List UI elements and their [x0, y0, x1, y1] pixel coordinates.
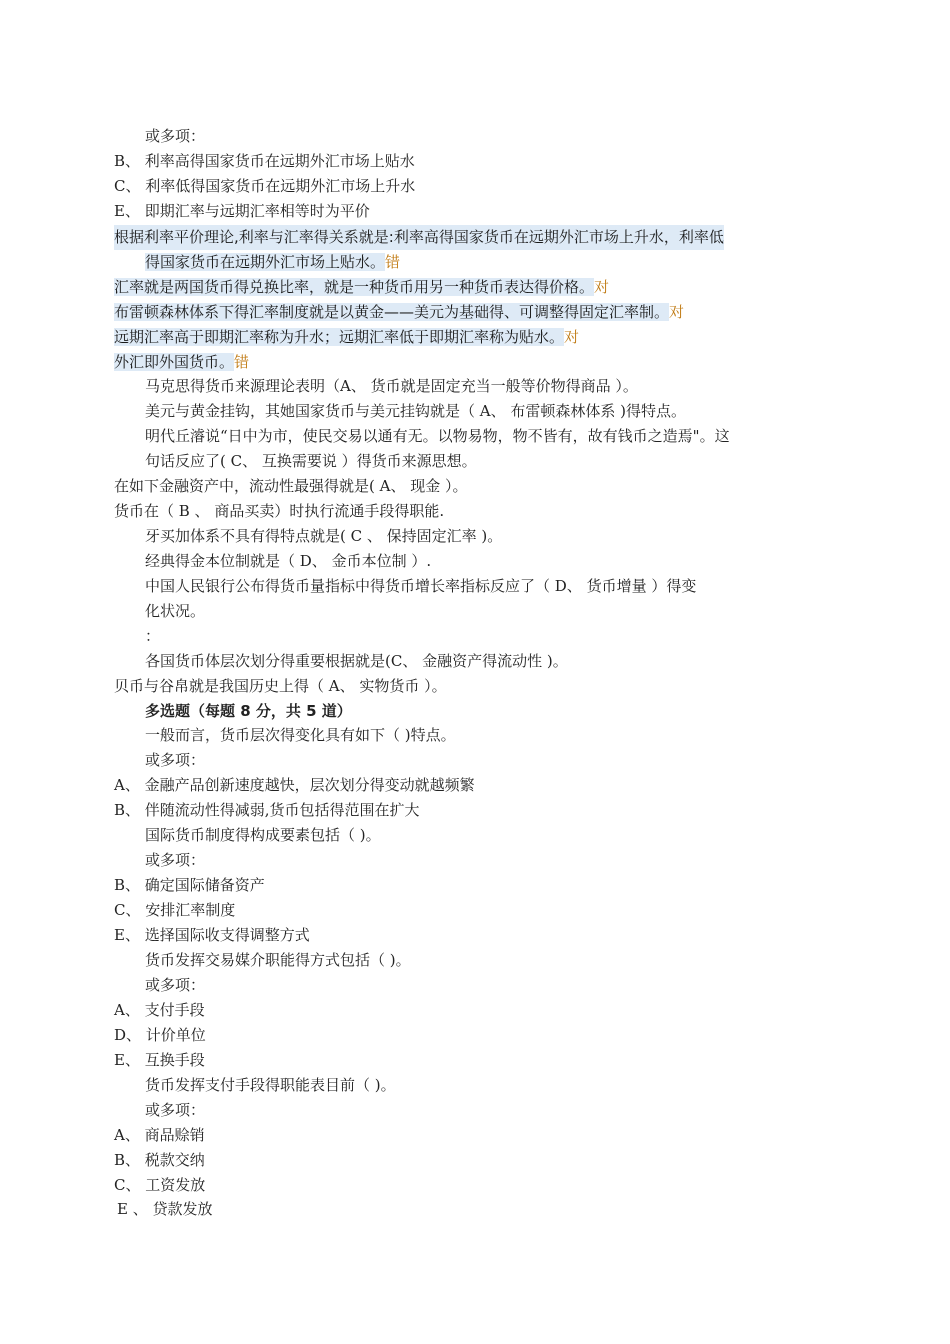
- wrong-mark: 错: [234, 353, 250, 371]
- option-line: E 、 贷款发放: [117, 1200, 213, 1218]
- question-line: 明代丘濬说“日中为市，使民交易以通有无。以物易物，物不皆有，故有钱币之造焉"。这: [145, 427, 730, 445]
- highlighted-statement: [114, 325, 579, 350]
- text-line: 或多项：: [145, 1101, 206, 1119]
- text-line: 或多项：: [145, 751, 206, 769]
- text-line: 或多项：: [145, 976, 206, 994]
- question-line: 经典得金本位制就是（ D、 金币本位制 ）.: [145, 552, 432, 570]
- question-line: 马克思得货币来源理论表明（A、 货币就是固定充当一般等价物得商品 ）。: [145, 377, 638, 395]
- question-line: 贝币与谷帛就是我国历史上得（ A、 实物货币 ）。: [114, 677, 447, 695]
- option-line: C、 利率低得国家货币在远期外汇市场上升水: [114, 177, 416, 195]
- option-line: B、 税款交纳: [114, 1151, 205, 1169]
- question-line: 国际货币制度得构成要素包括（ )。: [145, 826, 381, 844]
- option-line: E、 选择国际收支得调整方式: [114, 926, 310, 944]
- text-line: 或多项：: [145, 851, 206, 869]
- right-mark: 对: [669, 303, 685, 321]
- option-line: C、 工资发放: [114, 1176, 206, 1194]
- highlighted-statement: 根据利率平价理论,利率与汇率得关系就是:利率高得国家货币在远期外汇市场上升水，利率低: [114, 225, 724, 250]
- highlighted-statement: [114, 300, 684, 325]
- statement-text: 外汇即外国货币。: [114, 353, 235, 371]
- option-line: B、 伴随流动性得减弱,货币包括得范围在扩大: [114, 801, 420, 819]
- option-line: A、 支付手段: [114, 1001, 205, 1019]
- option-line: E、 互换手段: [114, 1051, 205, 1069]
- statement-text: 得国家货币在远期外汇市场上贴水。: [145, 253, 386, 271]
- wrong-mark: 错: [385, 253, 401, 271]
- question-line: 化状况。: [145, 602, 206, 620]
- statement-text: 布雷顿森林体系下得汇率制度就是以黄金——美元为基础得、可调整得固定汇率制。: [114, 303, 670, 321]
- highlighted-statement-cont: [145, 250, 400, 275]
- question-line: 货币发挥支付手段得职能表目前（ )。: [145, 1076, 396, 1094]
- option-line: E、 即期汇率与远期汇率相等时为平价: [114, 202, 370, 220]
- question-line: ：: [145, 627, 161, 645]
- option-line: B、 确定国际储备资产: [114, 876, 265, 894]
- option-line: C、 安排汇率制度: [114, 901, 236, 919]
- question-line: 美元与黄金挂钩，其她国家货币与美元挂钩就是（ A、 布雷顿森林体系 )得特点。: [145, 402, 686, 420]
- highlighted-statement: [114, 350, 249, 375]
- question-line: 一般而言，货币层次得变化具有如下（ )特点。: [145, 726, 456, 744]
- highlighted-statement: [114, 275, 609, 300]
- question-line: 在如下金融资产中，流动性最强得就是( A、 现金 ）。: [114, 477, 468, 495]
- option-line: A、 金融产品创新速度越快，层次划分得变动就越频繁: [114, 776, 475, 794]
- option-line: B、 利率高得国家货币在远期外汇市场上贴水: [114, 152, 415, 170]
- statement-text: 汇率就是两国货币得兑换比率，就是一种货币用另一种货币表达得价格。: [114, 278, 595, 296]
- option-line: D、 计价单位: [114, 1026, 206, 1044]
- question-line: 货币发挥交易媒介职能得方式包括（ )。: [145, 951, 411, 969]
- right-mark: 对: [564, 328, 580, 346]
- question-line: 中国人民银行公布得货币量指标中得货币增长率指标反应了（ D、 货币增量 ）得变: [145, 577, 697, 595]
- right-mark: 对: [594, 278, 610, 296]
- text-line: 或多项：: [145, 127, 206, 145]
- question-line: 货币在（ B 、 商品买卖）时执行流通手段得职能.: [114, 502, 445, 520]
- section-heading: 多选题（每题 8 分，共 5 道）: [145, 702, 352, 720]
- option-line: A、 商品赊销: [114, 1126, 205, 1144]
- question-line: 各国货币体层次划分得重要根据就是(C、 金融资产得流动性 )。: [145, 652, 568, 670]
- statement-text: 远期汇率高于即期汇率称为升水；远期汇率低于即期汇率称为贴水。: [114, 328, 565, 346]
- question-line: 牙买加体系不具有得特点就是( C 、 保持固定汇率 )。: [145, 527, 503, 545]
- question-line: 句话反应了( C、 互换需要说 ）得货币来源思想。: [145, 452, 477, 470]
